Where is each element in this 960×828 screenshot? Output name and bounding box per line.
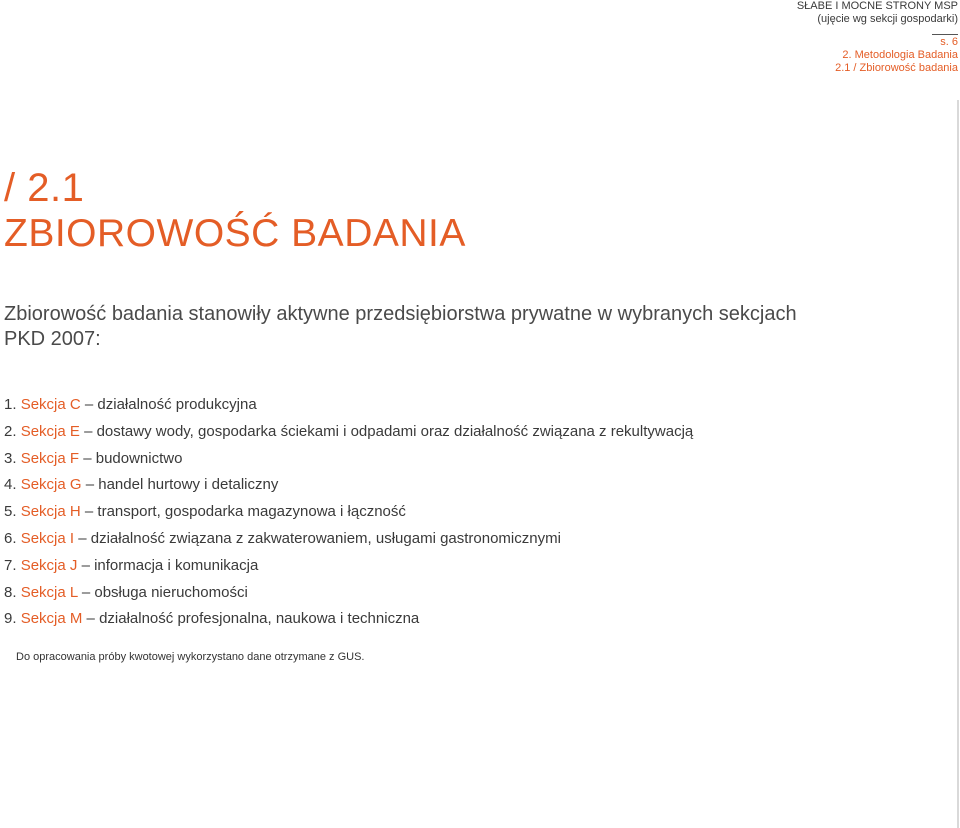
pkd-sections-list <box>4 394 693 635</box>
item-number: 1. <box>4 396 17 413</box>
section-code: Sekcja G <box>20 476 82 494</box>
section-number: / 2.1 <box>4 166 85 210</box>
list-item <box>4 608 693 635</box>
item-number: 6. <box>4 529 17 547</box>
item-number: 7. <box>4 556 17 574</box>
section-code: Sekcja M <box>20 610 83 628</box>
chapter-label: 2. Metodologia Badania <box>842 49 958 61</box>
list-item <box>4 555 693 582</box>
section-description: działalność produkcyjna <box>97 396 257 413</box>
list-item <box>4 528 693 555</box>
section-description: informacja i komunikacja <box>94 556 259 574</box>
item-separator: – <box>86 610 95 628</box>
section-description: dostawy wody, gospodarka ściekami i odpadami oraz działalność związana z rekultywacją <box>96 422 694 440</box>
list-item <box>4 474 693 501</box>
report-subtitle: (ujęcie wg sekcji gospodarki) <box>817 13 958 25</box>
item-separator: – <box>78 529 87 547</box>
intro-paragraph: Zbiorowość badania stanowiły aktywne przedsiębiorstwa prywatne w wybranych sekcjach PKD 2007: <box>4 303 797 350</box>
header-divider <box>932 34 958 35</box>
page-title: ZBIOROWOŚĆ BADANIA <box>4 212 466 255</box>
item-separator: – <box>83 449 92 467</box>
item-separator: – <box>84 422 93 440</box>
item-number: 3. <box>4 449 17 467</box>
item-number: 2. <box>4 422 17 440</box>
page-edge-divider <box>957 100 959 828</box>
item-separator: – <box>85 476 95 494</box>
section-description: działalność związana z zakwaterowaniem, usługami gastronomicznymi <box>90 529 561 547</box>
item-number: 5. <box>4 503 17 521</box>
item-number: 8. <box>4 583 17 601</box>
section-code: Sekcja H <box>20 503 81 521</box>
item-separator: – <box>84 396 94 413</box>
section-code: Sekcja C <box>20 396 81 413</box>
section-code: Sekcja E <box>20 422 80 440</box>
section-description: budownictwo <box>95 449 183 467</box>
item-separator: – <box>81 583 91 601</box>
list-item <box>4 448 693 475</box>
page-header <box>797 0 958 75</box>
section-label: 2.1 / Zbiorowość badania <box>835 62 958 74</box>
section-description: obsługa nieruchomości <box>94 583 248 601</box>
section-code: Sekcja J <box>20 556 78 574</box>
source-note: Do opracowania próby kwotowej wykorzystano dane otrzymane z GUS. <box>16 651 365 663</box>
item-separator: – <box>81 556 90 574</box>
list-item <box>4 394 693 421</box>
section-description: transport, gospodarka magazynowa i łączność <box>97 503 406 521</box>
list-item <box>4 421 693 448</box>
section-code: Sekcja F <box>20 449 80 467</box>
section-description: działalność profesjonalna, naukowa i techniczna <box>99 610 420 628</box>
section-description: handel hurtowy i detaliczny <box>98 476 279 494</box>
section-code: Sekcja L <box>20 583 78 601</box>
list-item <box>4 501 693 528</box>
item-number: 4. <box>4 476 17 494</box>
item-number: 9. <box>4 610 17 628</box>
list-item <box>4 582 693 609</box>
report-title: SŁABE I MOCNE STRONY MSP <box>796 0 958 12</box>
section-code: Sekcja I <box>20 529 75 547</box>
page-number: s. 6 <box>940 36 958 48</box>
item-separator: – <box>84 503 94 521</box>
